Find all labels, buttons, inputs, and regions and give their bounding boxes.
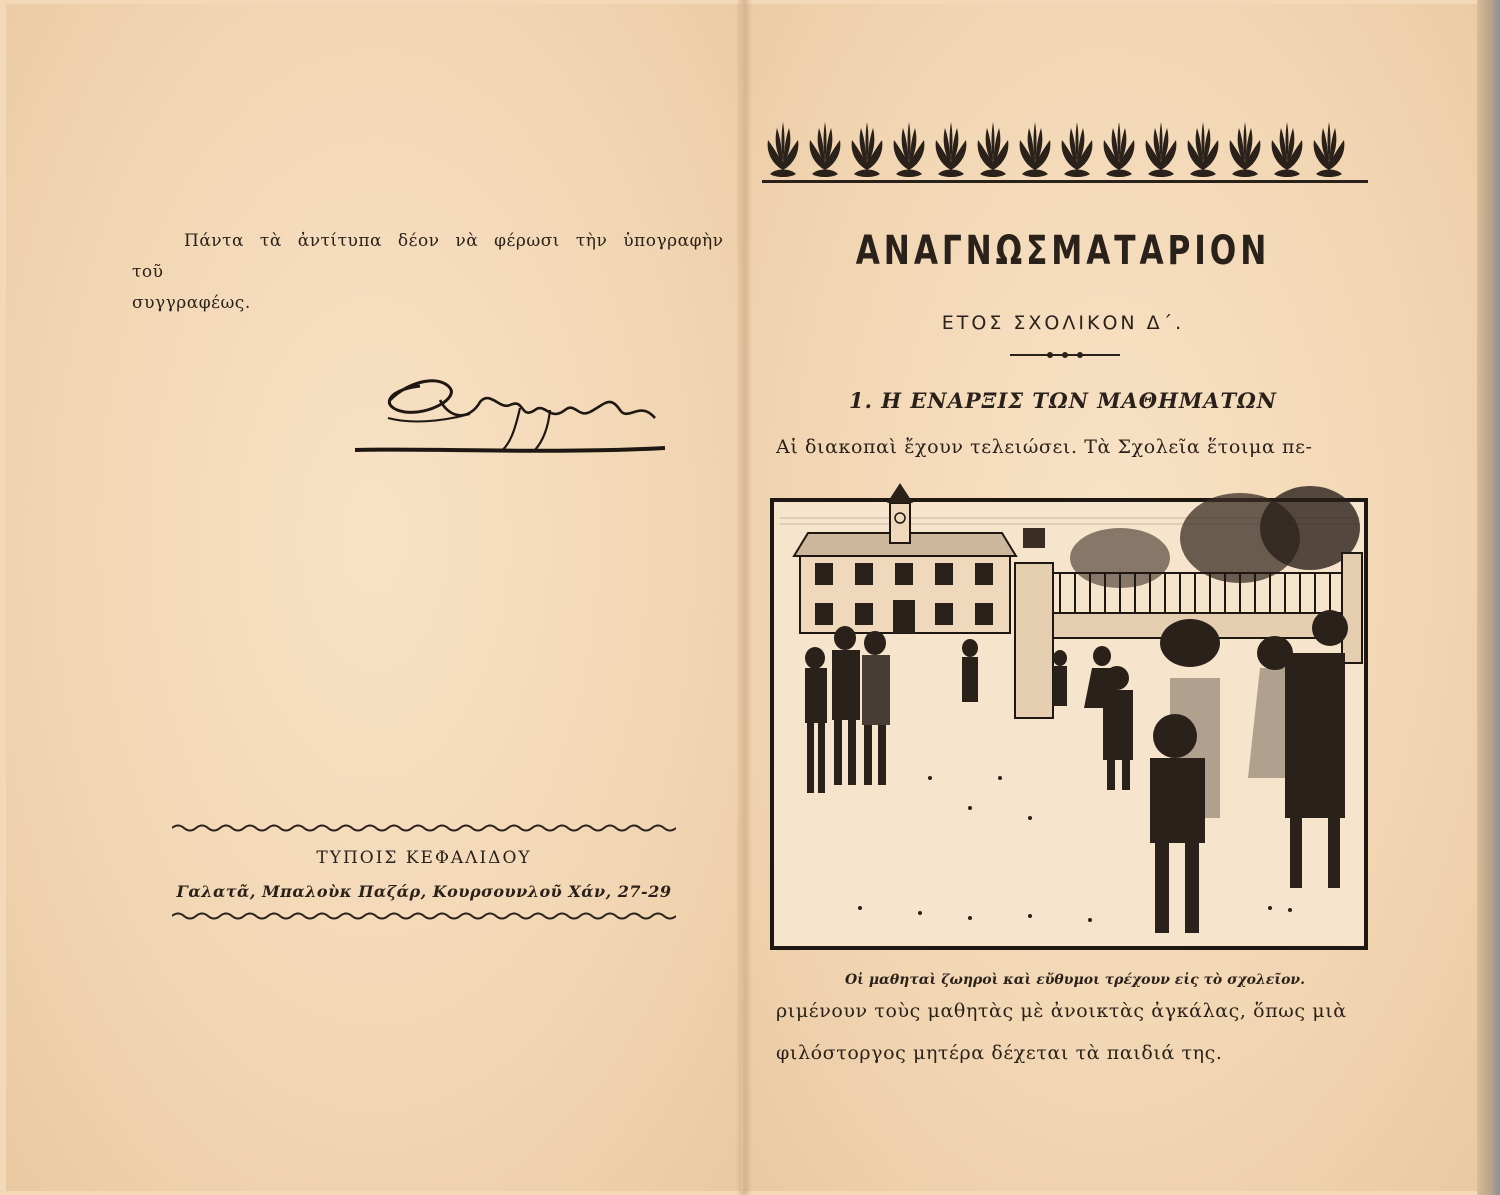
paragraph-line-3: φιλόστοργος μητέρα δέχεται τὰ παιδιά της. bbox=[776, 1042, 1223, 1064]
paragraph-line-2: ριμένουν τοὺς μαθητὰς μὲ ἀνοικτὰς ἀγκάλας, ὅπως μιὰ bbox=[776, 1000, 1347, 1022]
section-divider bbox=[1010, 348, 1120, 362]
notice-line-1: Πάντα τὰ ἀντίτυπα δέον νὰ φέρωσι τὴν ὑπογραφὴν τοῦ bbox=[132, 231, 724, 282]
book-subtitle: ΕΤΟΣ ΣΧΟΛΙΚΟΝ Δ΄. bbox=[941, 312, 1185, 334]
book-spine bbox=[736, 0, 752, 1195]
chapter-heading: 1. Η ΕΝΑΡΞΙΣ ΤΩΝ ΜΑΘΗΜΑΤΩΝ bbox=[849, 388, 1277, 413]
school-illustration bbox=[770, 478, 1368, 950]
signature-text: Δ Σερρεῖδ bbox=[350, 360, 355, 361]
paragraph-line-1: Αἱ διακοπαὶ ἔχουν τελειώσει. Τὰ Σχολεῖα ἕτοιμα πε- bbox=[776, 436, 1313, 458]
notice-line-2: συγγραφέως. bbox=[132, 293, 251, 313]
bottom-wavy-rule bbox=[172, 910, 676, 922]
left-page bbox=[6, 4, 741, 1191]
printer-address: Γαλατᾶ, Μπαλοὺκ Παζάρ, Κουρσουνλοῦ Χάν, 27-29 bbox=[176, 882, 672, 901]
top-wavy-rule bbox=[172, 822, 676, 834]
author-signature bbox=[350, 360, 680, 460]
page-edge bbox=[1477, 0, 1500, 1195]
copyright-notice bbox=[132, 226, 752, 319]
palmette-ornament-band bbox=[762, 118, 1368, 190]
illustration-caption: Οἱ μαθηταὶ ζωηροὶ καὶ εὔθυμοι τρέχουν εἰς τὸ σχολεῖον. bbox=[844, 972, 1306, 988]
printer-name: ΤΥΠΟΙΣ ΚΕΦΑΛΙΔΟΥ bbox=[316, 848, 532, 868]
book-title: ΑΝΑΓΝΩΣΜΑΤΑΡΙΟΝ bbox=[855, 228, 1271, 274]
